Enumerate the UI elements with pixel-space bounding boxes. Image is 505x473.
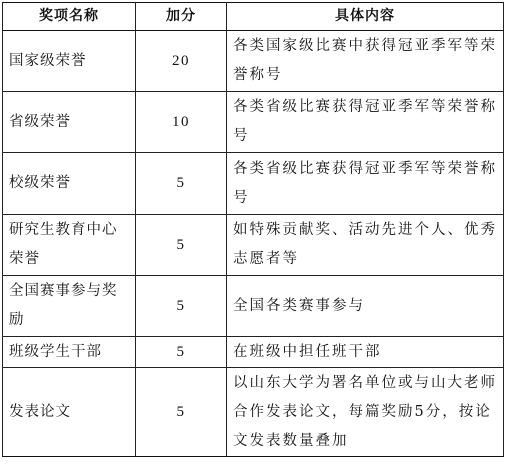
content-cell: 各类国家级比赛中获得冠亚季军等荣誉称号 [227, 31, 504, 92]
award-name-cell: 全国赛事参与奖励 [3, 276, 136, 337]
content-cell: 在班级中担任班干部 [227, 337, 504, 368]
header-content: 具体内容 [227, 3, 504, 31]
table-row [3, 368, 504, 457]
award-name-cell: 研究生教育中心荣誉 [3, 215, 136, 276]
award-name-cell: 班级学生干部 [3, 337, 136, 368]
table-row [3, 276, 504, 337]
points-cell: 5 [136, 368, 227, 457]
header-points: 加分 [136, 3, 227, 31]
points-cell: 10 [136, 92, 227, 153]
awards-table [2, 2, 504, 457]
content-cell: 以山东大学为署名单位或与山大老师合作发表论文，每篇奖励5分，按论文发表数量叠加 [227, 368, 504, 457]
content-cell: 各类省级比赛获得冠亚季军等荣誉称号 [227, 92, 504, 153]
points-cell: 5 [136, 153, 227, 215]
table-row [3, 153, 504, 215]
table-row [3, 215, 504, 276]
award-name-cell: 省级荣誉 [3, 92, 136, 153]
content-cell: 各类省级比赛获得冠亚季军等荣誉称号 [227, 153, 504, 215]
points-cell: 20 [136, 31, 227, 92]
award-name-cell: 国家级荣誉 [3, 31, 136, 92]
table-row [3, 92, 504, 153]
points-cell: 5 [136, 215, 227, 276]
table-row [3, 31, 504, 92]
award-name-cell: 校级荣誉 [3, 153, 136, 215]
points-cell: 5 [136, 276, 227, 337]
award-name-cell: 发表论文 [3, 368, 136, 457]
content-cell: 全国各类赛事参与 [227, 276, 504, 337]
header-award-name: 奖项名称 [3, 3, 136, 31]
header-row [3, 3, 504, 31]
content-cell: 如特殊贡献奖、活动先进个人、优秀志愿者等 [227, 215, 504, 276]
table-row [3, 337, 504, 368]
points-cell: 5 [136, 337, 227, 368]
